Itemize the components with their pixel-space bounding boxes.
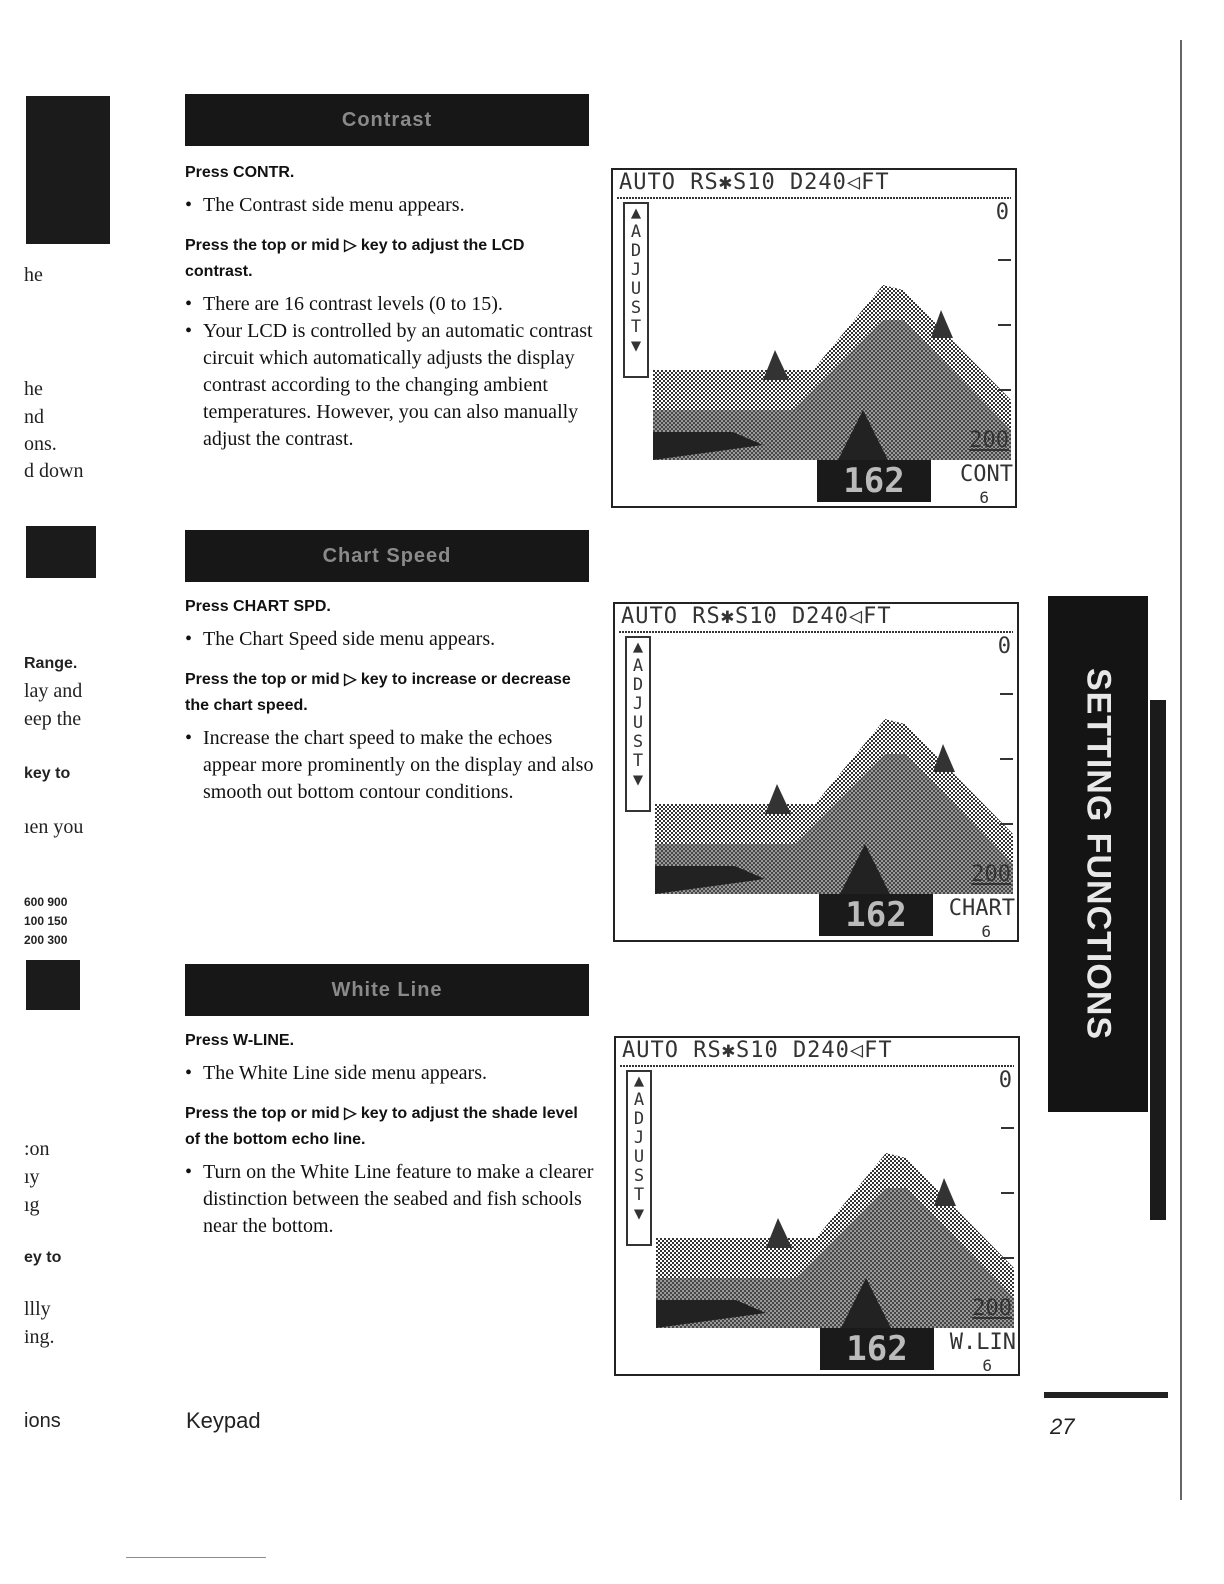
menu-mode-label: CHART <box>948 896 1015 921</box>
margin-fragment: ıy <box>24 1166 40 1188</box>
adjust-letter: U <box>632 713 644 733</box>
fish-school-icon <box>763 350 789 380</box>
margin-fragment: lay and <box>24 680 83 702</box>
depth-scale-range: 200 <box>969 428 1009 453</box>
press-instruction: Press CONTR. <box>185 164 295 181</box>
adjust-letter: J <box>630 260 642 280</box>
screen-header: AUTO RS✱S10 D240◁FT <box>621 604 892 629</box>
menu-mode-label: CONT <box>960 462 1013 487</box>
margin-fragment: key to <box>24 765 71 782</box>
up-arrow-icon: ▲ <box>630 203 642 223</box>
section-contrast-text <box>185 160 595 467</box>
echo-graphic <box>615 604 1017 940</box>
margin-fragment: he <box>24 264 43 286</box>
adjust-instruction: Press the top or mid ▷ key to adjust the shade level of the bottom echo line. <box>185 1105 578 1148</box>
adjust-letter: D <box>630 241 642 261</box>
depth-scale-range: 200 <box>971 862 1011 887</box>
margin-fragment: Range. <box>24 655 78 672</box>
margin-fragment: nd <box>24 406 44 428</box>
menu-mode-label: W.LIN <box>949 1330 1016 1355</box>
depth-scale-zero: 0 <box>995 200 1009 225</box>
sonar-screen-chart-speed <box>613 602 1019 942</box>
adjust-letter: T <box>630 317 642 337</box>
bullet-text: • There are 16 contrast levels (0 to 15). <box>185 291 595 318</box>
up-arrow-icon: ▲ <box>633 1071 645 1091</box>
margin-fragment: ıen you <box>24 816 84 838</box>
down-arrow-icon: ▼ <box>633 1204 645 1224</box>
margin-fragment: :on <box>24 1138 50 1160</box>
depth-scale-zero: 0 <box>997 634 1011 659</box>
adjust-letter: U <box>633 1147 645 1167</box>
section-heading: Contrast <box>341 108 433 131</box>
margin-fragment: ons. <box>24 433 57 455</box>
chapter-title: SETTING FUNCTIONS <box>1079 667 1118 1041</box>
margin-fragment: llly <box>24 1298 51 1320</box>
page-edge-line <box>1180 40 1182 1500</box>
down-arrow-icon: ▼ <box>630 336 642 356</box>
depth-scale-zero: 0 <box>998 1068 1012 1093</box>
section-heading: Chart Speed <box>322 544 452 567</box>
adjust-letter: S <box>632 732 644 752</box>
adjust-side-menu <box>626 1070 652 1246</box>
margin-fragment: eep the <box>24 708 82 730</box>
adjust-instruction: Press the top or mid ▷ key to increase or decrease the chart speed. <box>185 671 571 714</box>
adjust-letter: D <box>632 675 644 695</box>
side-bar-stub <box>1150 700 1166 1220</box>
margin-fragment: d down <box>24 460 84 482</box>
press-instruction: Press W-LINE. <box>185 1032 295 1049</box>
bullet-text: • The Chart Speed side menu appears. <box>185 626 595 653</box>
footer-rule <box>1044 1392 1168 1398</box>
down-arrow-icon: ▼ <box>632 770 644 790</box>
section-heading: White Line <box>331 978 443 1001</box>
bullet-text: • The Contrast side menu appears. <box>185 192 595 219</box>
bottom-rule <box>126 1557 266 1558</box>
adjust-letter: A <box>630 222 642 242</box>
menu-level-value: 6 <box>979 488 989 507</box>
adjust-letter: A <box>633 1090 645 1110</box>
section-white-line-text <box>185 1028 595 1254</box>
adjust-letter: T <box>632 751 644 771</box>
screen-header: AUTO RS✱S10 D240◁FT <box>622 1038 893 1063</box>
adjust-letter: T <box>633 1185 645 1205</box>
adjust-letter: J <box>633 1128 645 1148</box>
margin-fragment: ey to <box>24 1249 62 1266</box>
adjust-letter: D <box>633 1109 645 1129</box>
bullet-text: • The White Line side menu appears. <box>185 1060 595 1087</box>
adjust-letter: S <box>633 1166 645 1186</box>
margin-fragment: ions <box>24 1410 61 1432</box>
echo-graphic <box>613 170 1015 506</box>
screen-header: AUTO RS✱S10 D240◁FT <box>619 170 890 195</box>
page-number: 27 <box>1050 1414 1075 1439</box>
margin-fragment: he <box>24 378 43 400</box>
section-chart-speed-text <box>185 594 595 820</box>
margin-fragment: ıg <box>24 1194 40 1216</box>
bullet-text: • Your LCD is controlled by an automatic contrast circuit which automatically adjusts the display contrast according to the changing ambient temperatures. However, you can also manually adjust the contrast. <box>185 318 595 453</box>
fish-school-icon <box>765 784 791 814</box>
section-heading-banner <box>185 964 589 1016</box>
adjust-instruction: Press the top or mid ▷ key to adjust the LCD contrast. <box>185 237 525 280</box>
menu-level-value: 6 <box>981 922 991 941</box>
depth-scale-range: 200 <box>972 1296 1012 1321</box>
section-heading-banner <box>185 94 589 146</box>
sonar-screen-contrast <box>611 168 1017 508</box>
left-margin-block <box>26 96 110 244</box>
adjust-letter: S <box>630 298 642 318</box>
echo-graphic <box>616 1038 1018 1374</box>
depth-readout: 162 <box>820 1328 934 1370</box>
fish-school-icon <box>766 1218 792 1248</box>
depth-readout: 162 <box>817 460 931 502</box>
margin-fragment: 200 300 <box>24 933 68 947</box>
adjust-letter: U <box>630 279 642 299</box>
section-heading-banner <box>185 530 589 582</box>
adjust-letter: J <box>632 694 644 714</box>
depth-readout: 162 <box>819 894 933 936</box>
press-instruction: Press CHART SPD. <box>185 598 331 615</box>
adjust-side-menu <box>625 636 651 812</box>
margin-fragment: 100 150 <box>24 914 68 928</box>
menu-level-value: 6 <box>982 1356 992 1375</box>
footer-section-label: Keypad <box>186 1408 261 1433</box>
up-arrow-icon: ▲ <box>632 637 644 657</box>
margin-fragment: ing. <box>24 1326 55 1348</box>
bullet-text: • Turn on the White Line feature to make a clearer distinction between the seabed and fish schools near the bottom. <box>185 1159 595 1240</box>
bullet-text: • Increase the chart speed to make the echoes appear more prominently on the display and also smooth out bottom contour conditions. <box>185 725 595 806</box>
adjust-letter: A <box>632 656 644 676</box>
sonar-screen-white-line <box>614 1036 1020 1376</box>
left-margin-block <box>26 960 80 1010</box>
adjust-side-menu <box>623 202 649 378</box>
left-margin-block <box>26 526 96 578</box>
margin-fragment: 600 900 <box>24 895 68 909</box>
chapter-side-tab <box>1048 596 1148 1112</box>
